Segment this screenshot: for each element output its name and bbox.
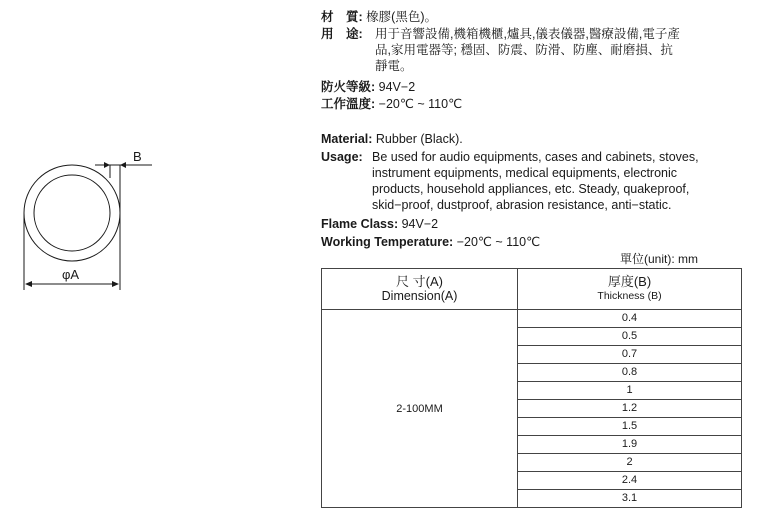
diagram-label-b: B [133, 149, 142, 164]
en-temp-value: −20℃ ~ 110℃ [456, 235, 541, 249]
dimension-value-cell: 2-100MM [322, 310, 518, 508]
header-dimension-zh: 尺 寸(A) [396, 274, 443, 289]
zh-usage-line-1: 用于音響設備,機箱機櫃,爐具,儀表儀器,醫療設備,電子產 [375, 27, 680, 41]
zh-temp-label: 工作溫度: [321, 97, 376, 111]
thickness-cell: 1.2 [518, 400, 742, 418]
zh-temp-value: −20℃ ~ 110℃ [378, 97, 463, 111]
table-header-row [322, 269, 742, 310]
dimension-table [321, 268, 742, 508]
thickness-cell: 1 [518, 382, 742, 400]
zh-usage-label: 用 途: [321, 27, 363, 41]
table-row [322, 310, 742, 328]
en-flame-row [321, 217, 438, 232]
en-flame-value: 94V−2 [401, 217, 439, 231]
en-temp-row [321, 235, 540, 250]
thickness-cell: 0.8 [518, 364, 742, 382]
thickness-cell: 0.7 [518, 346, 742, 364]
diagram-label-a: φA [62, 267, 80, 282]
header-thickness-zh: 厚度(B) [607, 274, 652, 289]
thickness-cell: 0.5 [518, 328, 742, 346]
en-material-value: Rubber (Black). [375, 132, 463, 146]
thickness-cell: 2.4 [518, 472, 742, 490]
zh-material-value: 橡膠(黑色)。 [366, 10, 437, 24]
thickness-cell: 1.9 [518, 436, 742, 454]
zh-temp-row [321, 97, 462, 112]
en-usage-line-1: Be used for audio equipments, cases and cabinets, stoves, [372, 150, 699, 164]
ring-diagram [0, 0, 300, 300]
en-usage-label: Usage: [321, 150, 363, 164]
en-material-label: Material: [321, 132, 373, 146]
zh-usage-line-3: 靜電。 [375, 59, 413, 73]
zh-usage-line-2: 品,家用電器等; 穩固、防震、防滑、防塵、耐磨損、抗 [375, 43, 673, 57]
thickness-cell: 0.4 [518, 310, 742, 328]
thickness-cell: 1.5 [518, 418, 742, 436]
en-temp-label: Working Temperature: [321, 235, 454, 249]
en-flame-label: Flame Class: [321, 217, 399, 231]
inner-ring [34, 175, 110, 251]
en-usage-line-3: products, household appliances, etc. Steady, quakeproof, [372, 182, 690, 196]
header-dimension-en: Dimension(A) [381, 289, 458, 303]
en-usage-line-4: skid−proof, dustproof, abrasion resistance, anti−static. [372, 198, 672, 212]
zh-fire-label: 防火等級: [321, 80, 376, 94]
outer-ring [24, 165, 120, 261]
thickness-cell: 2 [518, 454, 742, 472]
en-usage-line-2: instrument equipments, medical equipments, electronic [372, 166, 678, 180]
zh-material-label: 材 質: [321, 10, 363, 24]
en-material-row [321, 132, 463, 147]
zh-material-row [321, 10, 437, 25]
zh-fire-value: 94V−2 [378, 80, 416, 94]
thickness-cell: 3.1 [518, 490, 742, 508]
zh-fire-row [321, 80, 415, 95]
header-thickness [518, 269, 742, 310]
header-dimension [322, 269, 518, 310]
header-thickness-en: Thickness (B) [597, 290, 662, 302]
unit-label: 單位(unit): mm [620, 252, 699, 266]
